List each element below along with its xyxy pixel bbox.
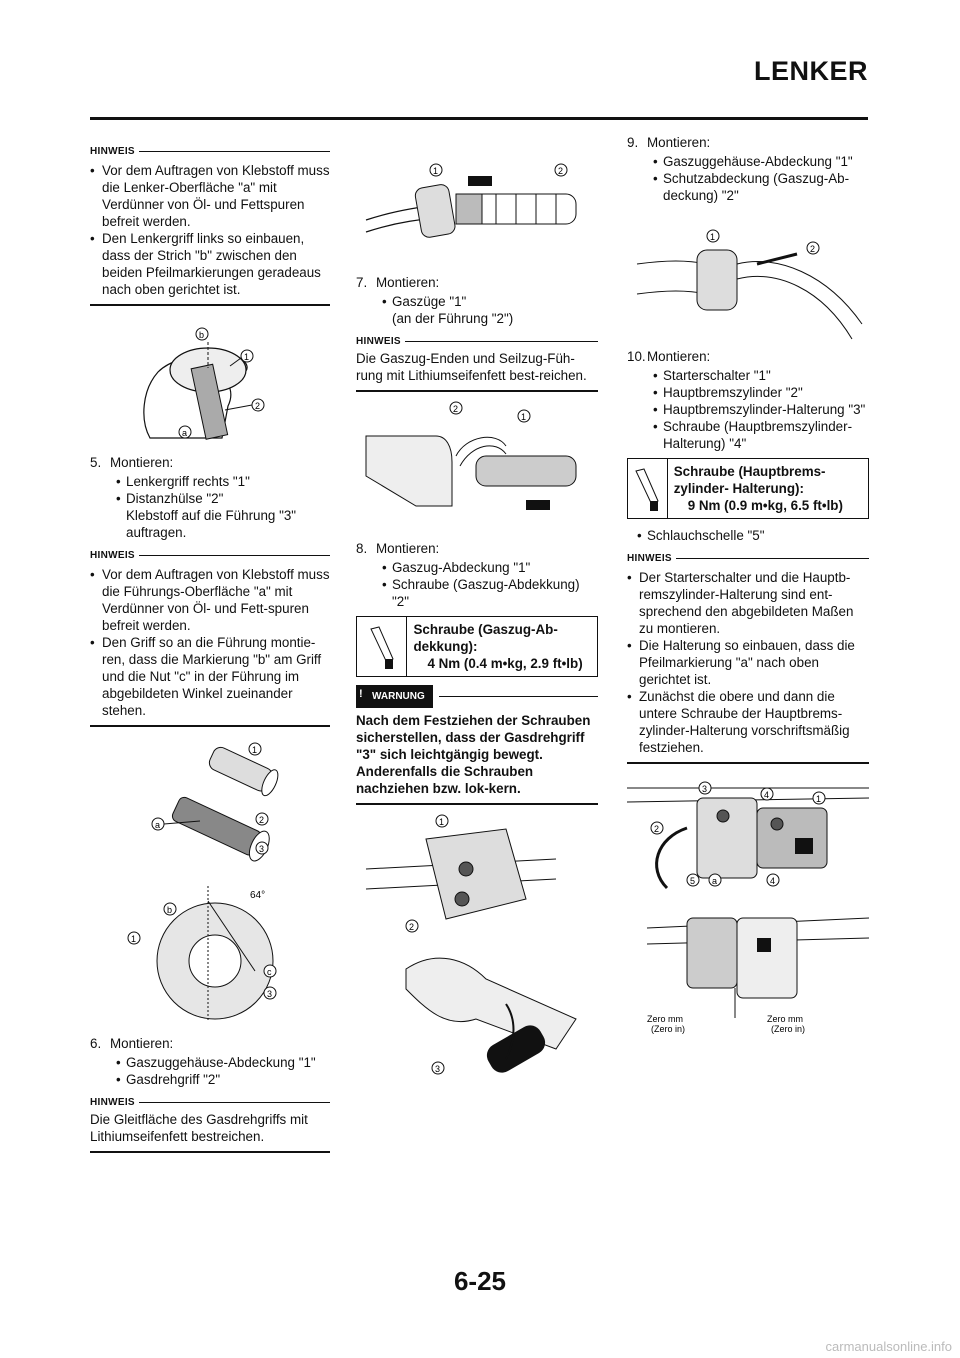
step-5: 5. Montieren: • Lenkergriff rechts "1" • Distanzhülse "2" Klebstoff auf die Führung "3" auftragen.	[90, 454, 330, 541]
svg-text:c: c	[267, 967, 272, 977]
angle-label: 64°	[250, 890, 266, 901]
hinweis-heading: HINWEIS	[627, 550, 869, 567]
figure-cable-cover	[627, 204, 869, 344]
svg-text:b: b	[199, 330, 205, 340]
hinweis-heading: HINWEIS	[90, 1094, 330, 1111]
step-9: 9. Montieren: • Gaszuggehäuse-Abdeckung "1" • Schutzabdeckung (Gaszug-Ab-deckung) "2"	[627, 134, 869, 204]
step-7: 7. Montieren: • Gaszüge "1" (an der Führung "2")	[356, 274, 598, 327]
torque-value: 4 Nm (0.4 m•kg, 2.9 ft•lb)	[427, 656, 583, 671]
column-1	[90, 137, 330, 1157]
dim-label-left-in: (Zero in)	[651, 1024, 686, 1034]
step-10: 10.Montieren: • Starterschalter "1" • Hauptbremszylinder "2" • Hauptbremszylinder-Halterung "3" • Schraube (Hauptbremszylinder-Halterung) "4"	[627, 348, 869, 452]
note-item: • Zunächst die obere und dann die untere Schraube der Hauptbrems-zylinder-Halterung vorschriftsmäßig festziehen.	[627, 688, 869, 756]
svg-text:3: 3	[267, 989, 273, 999]
svg-text:a: a	[155, 820, 161, 830]
note-item: • Vor dem Auftragen von Klebstoff muss die Lenker-Oberfläche "a" mit Verdünner von Öl- und Fettspuren befreit werden.	[90, 162, 330, 230]
note-item: • Die Halterung so einbauen, dass die Pfeilmarkierung "a" nach oben gerichtet ist.	[627, 637, 869, 688]
svg-text:4: 4	[764, 790, 770, 800]
svg-text:a: a	[712, 876, 718, 886]
hinweis-heading: HINWEIS	[356, 333, 598, 350]
svg-text:1: 1	[816, 794, 822, 804]
note-item: • Den Griff so an die Führung montie-ren, dass die Markierung "b" am Griff und die Nut "c" in der Führung im abgebildeten Winkel zueinander stehen.	[90, 634, 330, 719]
step-item: • Gaszuggehäuse-Abdeckung "1"	[116, 1054, 330, 1071]
torque-wrench-icon	[632, 465, 662, 515]
watermark: carmanualsonline.info	[825, 1339, 952, 1354]
header-rule	[90, 117, 868, 120]
note-list	[627, 569, 869, 756]
figure-master-cylinder	[627, 768, 869, 1058]
warning-heading: ! WARNUNG	[356, 685, 598, 708]
step-item: • Gaszuggehäuse-Abdeckung "1"	[653, 153, 869, 170]
page-number: 6-25	[453, 1266, 507, 1296]
svg-text:3: 3	[259, 844, 265, 854]
svg-text:1: 1	[252, 745, 258, 755]
step-item: • Distanzhülse "2"	[116, 490, 330, 507]
svg-text:4: 4	[770, 876, 776, 886]
svg-text:1: 1	[244, 352, 250, 362]
svg-text:2: 2	[255, 401, 261, 411]
torque-spec	[356, 616, 598, 677]
svg-text:5: 5	[690, 876, 696, 886]
step-item: • Lenkergriff rechts "1"	[116, 473, 330, 490]
svg-text:2: 2	[654, 824, 660, 834]
dim-label-right: Zero mm	[767, 1014, 803, 1024]
figure-right-grip-exploded	[90, 731, 330, 1031]
column-2	[356, 140, 598, 1099]
step-item: • Schutzabdeckung (Gaszug-Ab-deckung) "2"	[653, 170, 869, 204]
svg-text:1: 1	[433, 166, 439, 176]
svg-text:b: b	[167, 905, 173, 915]
hinweis-heading: HINWEIS	[90, 547, 330, 564]
step-8: 8. Montieren: • Gaszug-Abdeckung "1" • Schraube (Gaszug-Abdekkung) "2"	[356, 540, 598, 610]
dim-label-right-in: (Zero in)	[771, 1024, 806, 1034]
svg-text:2: 2	[810, 244, 816, 254]
note-item: • Der Starterschalter und die Hauptb-remszylinder-Halterung sind ent-sprechend den abgebildeten Maßen zu montieren.	[627, 569, 869, 637]
torque-value: 9 Nm (0.9 m•kg, 6.5 ft•lb)	[687, 498, 843, 513]
figure-left-grip	[90, 310, 330, 450]
torque-spec	[627, 458, 869, 519]
warning-text: Nach dem Festziehen der Schrauben sicherstellen, dass der Gasdrehgriff "3" sich leichtgängig bewegt. Anderenfalls die Schrauben nachziehen bzw. lok-kern.	[356, 713, 591, 796]
svg-text:2: 2	[453, 404, 459, 414]
step-item: • Gaszug-Abdeckung "1"	[382, 559, 598, 576]
svg-text:1: 1	[521, 412, 527, 422]
svg-text:a: a	[182, 428, 188, 438]
note-text: Die Gleitfläche des Gasdrehgriffs mit Lithiumseifenfett bestreichen.	[90, 1112, 308, 1144]
svg-text:1: 1	[710, 232, 716, 242]
svg-text:2: 2	[409, 922, 415, 932]
figure-cable-guide	[356, 396, 598, 536]
step-item: • Schraube (Gaszug-Abdekkung) "2"	[382, 576, 598, 610]
torque-wrench-icon	[367, 623, 397, 673]
step-6: 6. Montieren: • Gaszuggehäuse-Abdeckung "1" • Gasdrehgriff "2"	[90, 1035, 330, 1088]
page-title: LENKER	[753, 56, 868, 86]
step-note: Klebstoff auf die Führung "3" auftragen.	[126, 508, 297, 540]
step-item: • Hauptbremszylinder "2"	[653, 384, 869, 401]
step-note: (an der Führung "2")	[392, 311, 514, 326]
step-item: • Starterschalter "1"	[653, 367, 869, 384]
svg-text:3: 3	[435, 1064, 441, 1074]
torque-name: Schraube (Gaszug-Ab-dekkung):	[413, 622, 558, 654]
step-item: • Schlauchschelle "5"	[637, 527, 869, 544]
note-item: • Vor dem Auftragen von Klebstoff muss die Führungs-Oberfläche "a" mit Verdünner von Öl- und Fett-spuren befreit werden.	[90, 566, 330, 634]
note-list	[90, 566, 330, 719]
svg-text:1: 1	[439, 817, 445, 827]
note-text: Die Gaszug-Enden und Seilzug-Füh-rung mit Lithiumseifenfett best-reichen.	[356, 351, 587, 383]
step-item: • Gasdrehgriff "2"	[116, 1071, 330, 1088]
svg-text:2: 2	[259, 815, 265, 825]
svg-text:3: 3	[702, 784, 708, 794]
step-item: • Schraube (Hauptbremszylinder-Halterung) "4"	[653, 418, 869, 452]
figure-throttle-cover	[356, 809, 598, 1099]
dim-label-left: Zero mm	[647, 1014, 683, 1024]
svg-text:2: 2	[558, 166, 564, 176]
step-item: • Hauptbremszylinder-Halterung "3"	[653, 401, 869, 418]
step-item: • Gaszüge "1"	[382, 293, 598, 310]
svg-text:1: 1	[131, 934, 137, 944]
figure-throttle-cables	[356, 140, 598, 270]
column-3	[627, 134, 869, 1058]
hinweis-heading: HINWEIS	[90, 143, 330, 160]
note-list	[90, 162, 330, 298]
note-item: • Den Lenkergriff links so einbauen, dass der Strich "b" zwischen den beiden Pfeilmarkierungen geradeaus nach oben gerichtet ist.	[90, 230, 330, 298]
torque-name: Schraube (Hauptbrems-zylinder- Halterung):	[673, 464, 826, 496]
